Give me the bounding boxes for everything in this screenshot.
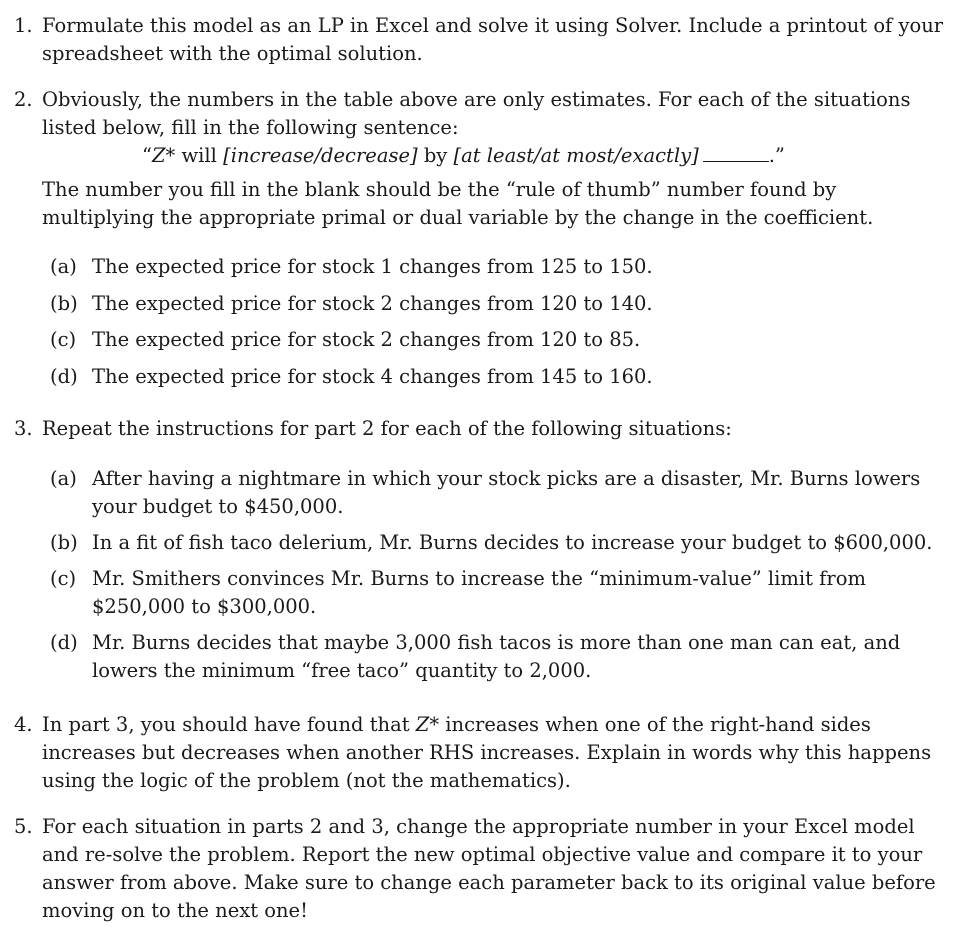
text-after: increases when one of the right-hand sides increases but decreases when another RHS increases. Explain in words why this happens using the logic of the problem (not the mathematics).: [42, 713, 932, 792]
item-text: For each situation in parts 2 and 3, change the appropriate number in your Excel model and re-solve the problem. Report the new optimal objective value and compare it to your answer from above. Make sure to change each parameter back to its original value before moving on to the next one!: [42, 815, 936, 922]
subitem-label: (b): [50, 291, 78, 315]
subitem: [42, 326, 951, 354]
list-item-3: [14, 415, 951, 693]
subitem: [42, 290, 951, 318]
subitem-label: (b): [50, 531, 78, 554]
choice-increase-decrease: [increase/decrease]: [223, 144, 418, 167]
item-intro: Obviously, the numbers in the table above are only estimates. For each of the situations listed below, fill in the following sentence:: [42, 88, 911, 139]
subitem-text: After having a nightmare in which your stock picks are a disaster, Mr. Burns lowers your budget to $450,000.: [92, 467, 921, 518]
subitem-text: The expected price for stock 1 changes from 125 to 150.: [92, 255, 653, 278]
answer-blank: [703, 147, 769, 162]
item-text: [42, 711, 951, 795]
choice-bound: [at least/at most/exactly]: [453, 144, 699, 167]
subitem-label: (a): [50, 467, 77, 490]
subitem: [42, 363, 951, 391]
list-item-2: [14, 86, 951, 399]
subitem-text: The expected price for stock 4 changes from 145 to 160.: [92, 364, 653, 388]
item-number: 1.: [14, 14, 33, 37]
subitem: [42, 253, 951, 281]
subitem-label: (c): [50, 328, 77, 351]
subitem-label: (d): [50, 364, 78, 388]
close-quote: .”: [768, 144, 785, 167]
subitem: [42, 529, 951, 557]
subitem: [42, 629, 951, 685]
open-quote: “: [142, 144, 152, 167]
fill-in-sentence: [142, 142, 951, 170]
subitem-label: (a): [50, 255, 77, 278]
subitem: [42, 465, 951, 521]
subitem-text: The expected price for stock 2 changes from 120 to 85.: [92, 328, 641, 351]
subitem-text: In a fit of fish taco delerium, Mr. Burns decides to increase your budget to $600,000.: [92, 531, 933, 554]
subitem-text: The expected price for stock 2 changes from 120 to 140.: [92, 291, 653, 315]
subitem-text: Mr. Burns decides that maybe 3,000 fish tacos is more than one man can eat, and lowers the minimum “free taco” quantity to 2,000.: [92, 631, 901, 682]
text-before: In part 3, you should have found that: [42, 713, 416, 736]
z-star: Z*: [151, 144, 176, 167]
z-star: Z*: [415, 713, 440, 736]
item-number: 5.: [14, 815, 33, 838]
subitem: [42, 565, 951, 621]
sentence-will: will: [175, 144, 224, 167]
item-intro: Repeat the instructions for part 2 for each of the following situations:: [42, 417, 732, 440]
list-item-1: [14, 12, 951, 68]
sublist: [42, 253, 951, 391]
subitem-label: (c): [50, 567, 77, 590]
subitem-label: (d): [50, 631, 78, 654]
list-item-4: [14, 711, 951, 795]
subitem-text: Mr. Smithers convinces Mr. Burns to increase the “minimum-value” limit from $250,000 to $300,000.: [92, 567, 866, 618]
item-number: 2.: [14, 88, 33, 111]
item-explanation: The number you fill in the blank should be the “rule of thumb” number found by multiplying the appropriate primal or dual variable by the change in the coefficient.: [42, 178, 874, 229]
sentence-by: by: [417, 144, 454, 167]
item-number: 3.: [14, 417, 33, 440]
list-item-5: [14, 813, 951, 925]
item-text: Formulate this model as an LP in Excel and solve it using Solver. Include a printout of your spreadsheet with the optimal solution.: [42, 14, 944, 65]
item-number: 4.: [14, 713, 33, 736]
sublist: [42, 465, 951, 685]
